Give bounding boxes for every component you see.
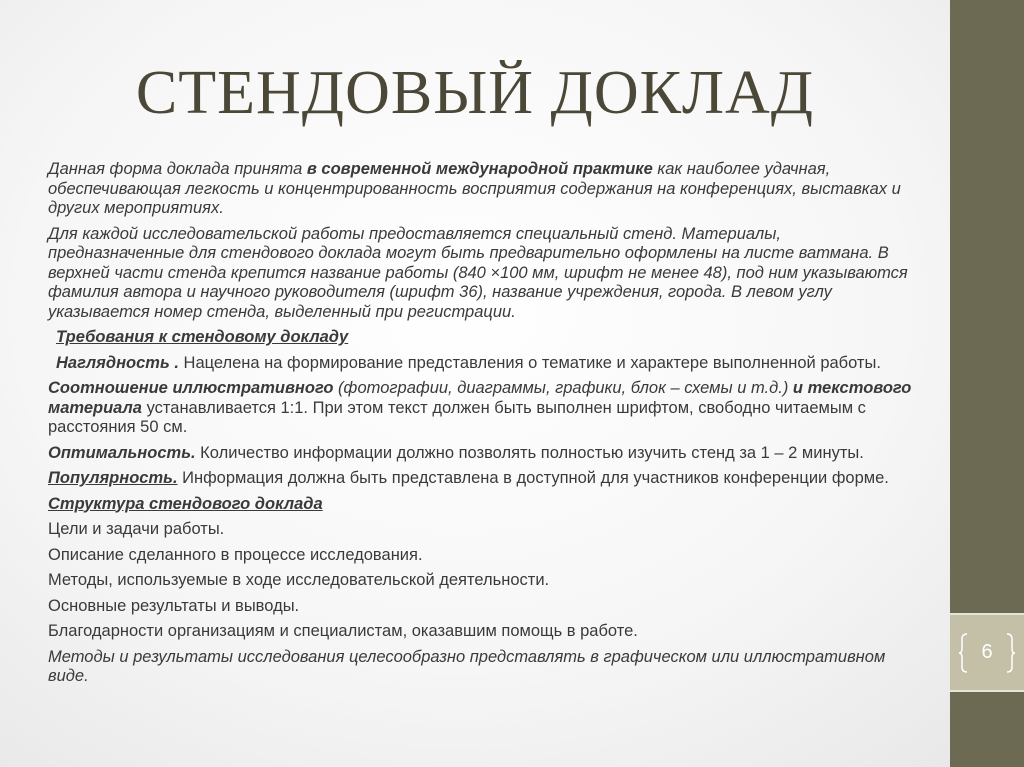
structure-heading: Структура стендового доклада — [48, 494, 323, 513]
side-bar — [950, 0, 1024, 767]
structure-item: Цели и задачи работы. — [48, 520, 225, 538]
structure-item: Методы, используемые в ходе исследовательской деятельности. — [48, 571, 550, 589]
requirement-paren: (фотографии, диаграммы, графики, блок – схемы и т.д.) — [333, 379, 793, 397]
requirements-heading: Требования к стендовому докладу — [56, 328, 349, 346]
requirement-popularity — [48, 469, 918, 489]
stand-description: Для каждой исследовательской работы предоставляется специальный стенд. Материалы, предназначенные для стендового доклада могут быть предварительно оформлены на листе ватмана. В верхней части стенда крепится название работы (840 ×100 мм, шрифт не менее 48), под ним указываются фамилия автора и научного руководителя (шрифт 36), название учреждения, города. В левом углу указывается номер стенда, выделенный при регистрации. — [48, 224, 908, 321]
intro-text-c: как наиболее удачная, обеспечивающая легкость и концентрированность восприятия содержания на конференциях, выставках и других мероприятиях. — [48, 160, 901, 217]
intro-text-a: Данная форма доклада принята — [48, 160, 307, 178]
requirement-text: Нацелена на формирование представления о тематике и характере выполненной работы. — [178, 353, 881, 372]
requirement-text: устанавливается 1:1. При этом текст должен быть выполнен шрифтом, свободно читаемым с расстояния 50 см. — [48, 398, 866, 436]
closing-note: Методы и результаты исследования целесообразно представлять в графическом или иллюстративном виде. — [48, 647, 886, 685]
divider — [950, 690, 1024, 692]
requirement-term: и текстового материала — [48, 379, 912, 417]
slide-content — [48, 160, 918, 693]
page-number-box — [950, 615, 1024, 690]
intro-emphasis: в современной международной практике — [306, 160, 653, 178]
structure-item: Основные результаты и выводы. — [48, 596, 300, 615]
requirement-ratio — [48, 379, 918, 438]
requirement-term: Популярность. — [48, 469, 178, 487]
right-brace-icon — [1006, 633, 1016, 673]
requirement-term: Оптимальность. — [48, 443, 196, 462]
requirement-text: Информация должна быть представлена в доступной для участников конференции форме. — [177, 469, 889, 487]
intro-paragraph — [48, 160, 918, 219]
structure-item: Благодарности организациям и специалистам, оказавшим помощь в работе. — [48, 622, 638, 640]
page-number: 6 — [981, 641, 993, 663]
structure-item: Описание сделанного в процессе исследования. — [48, 545, 423, 564]
requirement-term: Соотношение иллюстративного — [48, 379, 334, 397]
requirement-term: Наглядность . — [56, 353, 179, 372]
requirement-clarity — [48, 354, 918, 374]
slide-title: СТЕНДОВЫЙ ДОКЛАД — [135, 59, 815, 127]
requirement-optimality — [48, 444, 918, 464]
requirement-text: Количество информации должно позволять полностью изучить стенд за 1 – 2 минуты. — [195, 443, 864, 462]
